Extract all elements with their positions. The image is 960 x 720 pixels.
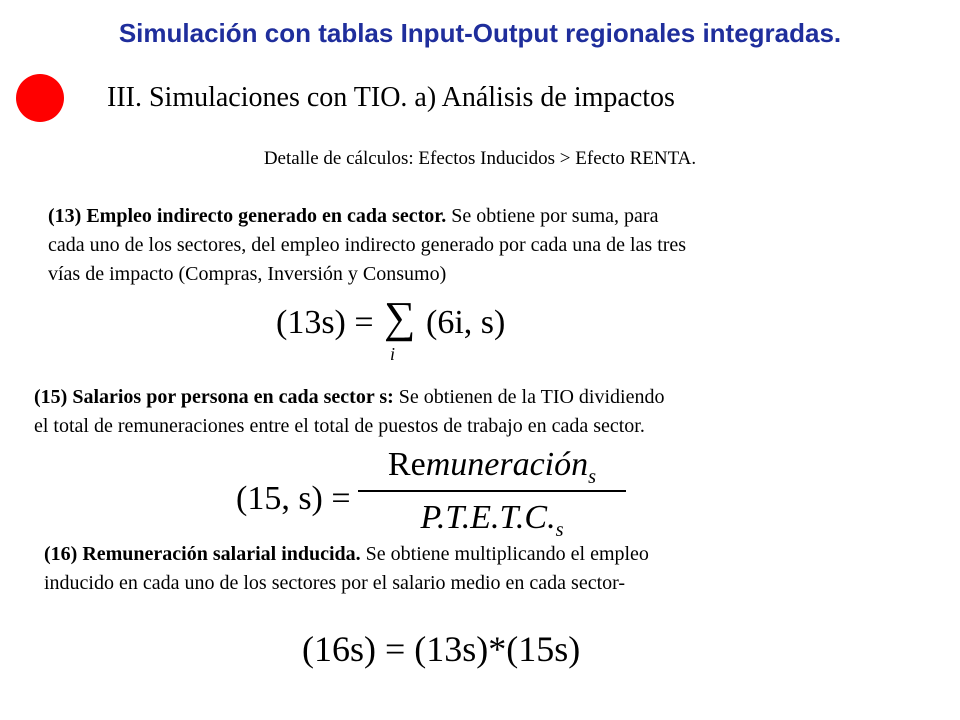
paragraph-13-line2: cada uno de los sectores, del empleo indirecto generado por cada una de las tres (48, 234, 687, 256)
formula-15-lhs: (15, s) = (236, 480, 351, 517)
paragraph-15-line1: Se obtienen de la TIO dividiendo (393, 386, 665, 408)
paragraph-16-line2: inducido en cada uno de los sectores por el salario medio en cada sector- (44, 572, 626, 594)
formula-13-rhs: (6i, s) (426, 304, 506, 341)
paragraph-15-line2: el total de remuneraciones entre el total de puestos de trabajo en cada sector. (34, 415, 645, 437)
formula-16: (16s) = (13s)*(15s) (302, 629, 581, 669)
formula-15-numerator (358, 440, 626, 490)
paragraph-13-line1: Se obtiene por suma, para (446, 205, 659, 227)
summation-icon: ∑ (384, 293, 416, 342)
summation-index: i (390, 344, 396, 364)
paragraph-13 (48, 202, 686, 289)
paragraph-16-line1: Se obtiene multiplicando el empleo (360, 543, 649, 565)
formula-15-denominator (358, 492, 626, 544)
formula-13-lhs: (13s) = (276, 304, 374, 341)
paragraph-16 (44, 540, 649, 598)
red-circle-bullet-icon (16, 74, 64, 122)
denominator-subscript: s (555, 518, 564, 541)
paragraph-15-heading: (15) Salarios por persona en cada sector s: (34, 386, 394, 408)
numerator-subscript: s (588, 465, 597, 488)
slide-title: Simulación con tablas Input-Output regionales integradas. (118, 18, 842, 48)
paragraph-16-heading: (16) Remuneración salarial inducida. (44, 543, 361, 565)
formula-15-fraction (358, 440, 626, 544)
paragraph-15 (34, 383, 664, 441)
detail-caption: Detalle de cálculos: Efectos Inducidos > Efecto RENTA. (263, 148, 697, 169)
paragraph-13-heading: (13) Empleo indirecto generado en cada sector. (48, 205, 447, 227)
paragraph-13-line3: vías de impacto (Compras, Inversión y Consumo) (48, 263, 447, 285)
numerator-word: muneración (425, 446, 589, 483)
numerator-prefix: Re (387, 446, 426, 483)
section-subtitle: III. Simulaciones con TIO. a) Análisis de impactos (107, 82, 675, 113)
denominator-text: P.T.E.T.C. (420, 499, 556, 536)
